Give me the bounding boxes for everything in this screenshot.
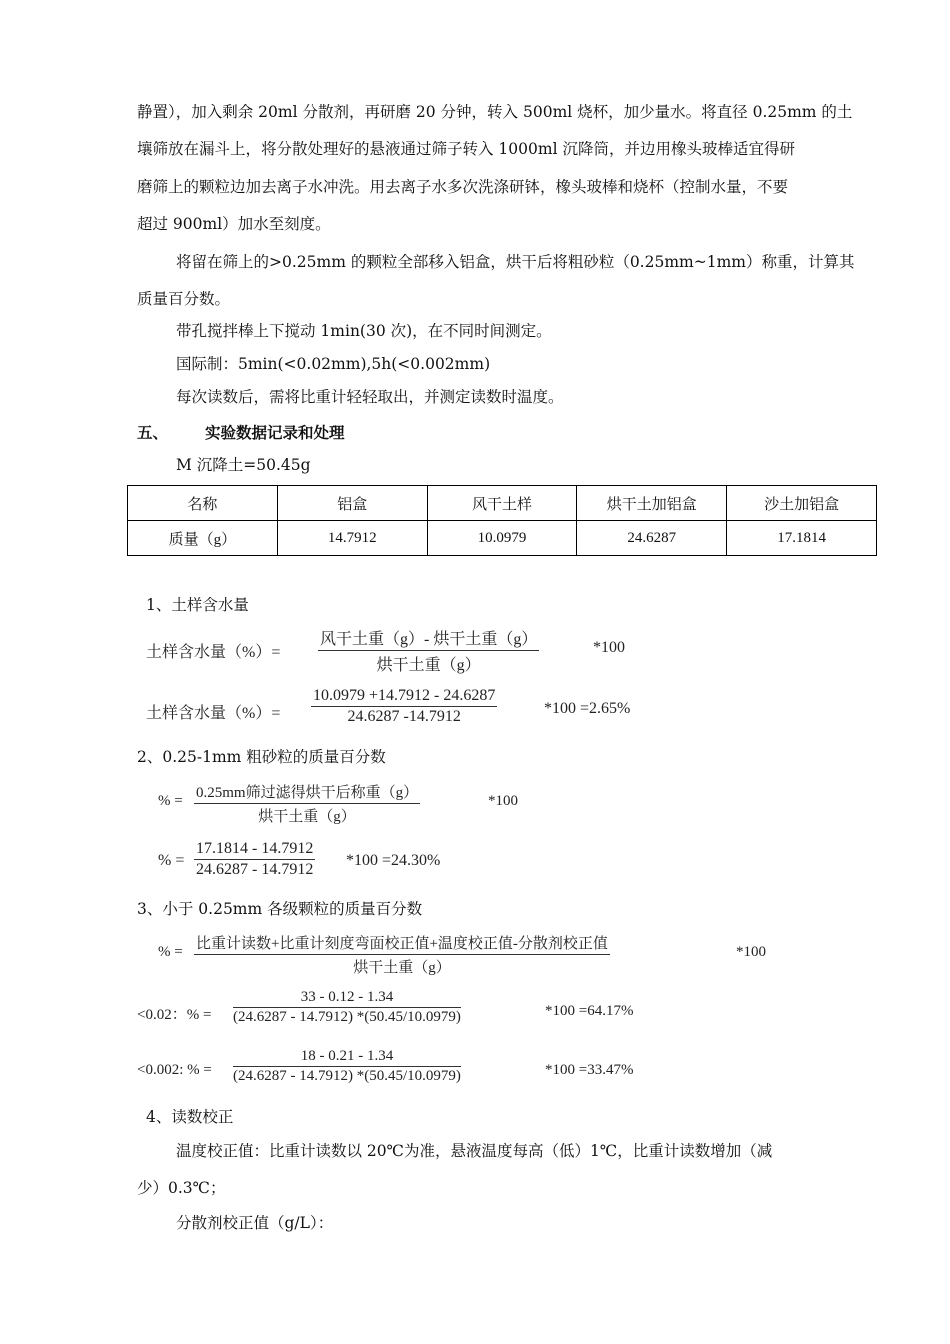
formula-rhs: *100: [488, 793, 518, 809]
table-cell: 14.7912: [277, 521, 427, 556]
formula-rhs: *100 =2.65%: [544, 700, 631, 717]
formula-denominator: (24.6287 - 14.7912) *(50.45/10.0979): [233, 1009, 461, 1025]
table-header-cell: 名称: [128, 486, 278, 521]
formula-numerator: 风干土重（g）- 烘干土重（g）: [318, 626, 539, 651]
section-title: 实验数据记录和处理: [205, 423, 345, 442]
table-header-cell: 沙土加铝盒: [727, 486, 877, 521]
paragraph-line: 壤筛放在漏斗上，将分散处理好的悬液通过筛子转入 1000ml 沉降筒，并边用橡头玻棒适宜得研: [137, 140, 795, 158]
formula-rhs: *100 =64.17%: [545, 1003, 634, 1019]
paragraph-line: 超过 900ml）加水至刻度。: [137, 215, 331, 233]
paragraph-line: 质量百分数。: [137, 290, 231, 308]
formula-denominator: 烘干土重（g）: [258, 809, 356, 825]
table-cell: 10.0979: [427, 521, 577, 556]
paragraph-line: 带孔搅拌棒上下搅动 1min(30 次)，在不同时间测定。: [176, 322, 552, 340]
formula-rhs: *100 =24.30%: [346, 852, 441, 869]
table-cell: 质量（g）: [128, 521, 278, 556]
formula-lhs: % =: [158, 852, 185, 869]
formula-rhs: *100: [593, 639, 625, 656]
formula-lhs: % =: [158, 944, 183, 960]
formula-denominator: 烘干土重（g）: [353, 960, 451, 976]
formula-numerator: 17.1814 - 14.7912: [194, 840, 315, 860]
formula-numerator: 比重计读数+比重计刻度弯面校正值+温度校正值-分散剂校正值: [194, 932, 610, 955]
formula-denominator: 24.6287 - 14.7912: [196, 861, 314, 878]
item-title: 2、0.25-1mm 粗砂粒的质量百分数: [137, 748, 386, 766]
formula-lhs: <0.002: % =: [137, 1062, 212, 1078]
formula-denominator: 烘干土重（g）: [376, 657, 481, 674]
table-cell: 24.6287: [577, 521, 727, 556]
table-header-cell: 烘干土加铝盒: [577, 486, 727, 521]
formula-denominator: 24.6287 -14.7912: [347, 708, 461, 725]
paragraph-line: 磨筛上的颗粒边加去离子水冲洗。用去离子水多次洗涤研钵，橡头玻棒和烧杯（控制水量，不要: [137, 178, 789, 196]
formula-fraction: [194, 932, 610, 977]
table-cell: 17.1814: [727, 521, 877, 556]
formula-numerator: 33 - 0.12 - 1.34: [233, 989, 461, 1008]
item-title: 4、读数校正: [146, 1108, 234, 1126]
paragraph-line: 温度校正值：比重计读数以 20℃为准，悬液温度每高（低）1℃，比重计读数增加（减: [176, 1142, 773, 1160]
formula-numerator: 10.0979 +14.7912 - 24.6287: [311, 687, 497, 707]
table-header-cell: 铝盒: [277, 486, 427, 521]
formula-lhs: 土样含水量（%）=: [146, 705, 281, 722]
paragraph-line: 分散剂校正值（g/L）：: [176, 1214, 334, 1232]
formula-fraction: [194, 840, 315, 879]
formula-fraction: [318, 626, 539, 675]
paragraph-line: 将留在筛上的>0.25mm 的颗粒全部移入铝盒，烘干后将粗砂粒（0.25mm~1mm）称重，计算其: [176, 253, 855, 271]
section-number: 五、: [137, 423, 169, 442]
item-title: 3、小于 0.25mm 各级颗粒的质量百分数: [137, 900, 423, 918]
formula-lhs: <0.02：% =: [137, 1007, 212, 1023]
formula-fraction: [233, 989, 461, 1026]
paragraph-line: 静置），加入剩余 20ml 分散剂，再研磨 20 分钟，转入 500ml 烧杯，加少量水。将直径 0.25mm 的土: [137, 103, 853, 121]
formula-rhs: *100 =33.47%: [545, 1062, 634, 1078]
paragraph-line: 国际制：5min(<0.02mm),5h(<0.002mm): [176, 355, 491, 373]
table-row: [128, 521, 877, 556]
table-header-cell: 风干土样: [427, 486, 577, 521]
data-table: [127, 485, 877, 556]
item-title: 1、土样含水量: [146, 596, 249, 614]
formula-fraction: [233, 1048, 461, 1085]
formula-fraction: [194, 781, 420, 826]
paragraph-line: 少）0.3℃；: [137, 1179, 226, 1197]
formula-numerator: 18 - 0.21 - 1.34: [233, 1048, 461, 1067]
formula-denominator: (24.6287 - 14.7912) *(50.45/10.0979): [233, 1068, 461, 1084]
table-header-row: [128, 486, 877, 521]
m-settling-soil: M 沉降土=50.45g: [176, 456, 311, 474]
paragraph-line: 每次读数后，需将比重计轻轻取出，并测定读数时温度。: [176, 388, 564, 406]
formula-rhs: *100: [736, 944, 766, 960]
formula-lhs: 土样含水量（%）=: [146, 644, 281, 661]
formula-lhs: % =: [158, 793, 183, 809]
formula-fraction: [311, 687, 497, 726]
formula-numerator: 0.25mm筛过滤得烘干后称重（g）: [194, 781, 420, 804]
